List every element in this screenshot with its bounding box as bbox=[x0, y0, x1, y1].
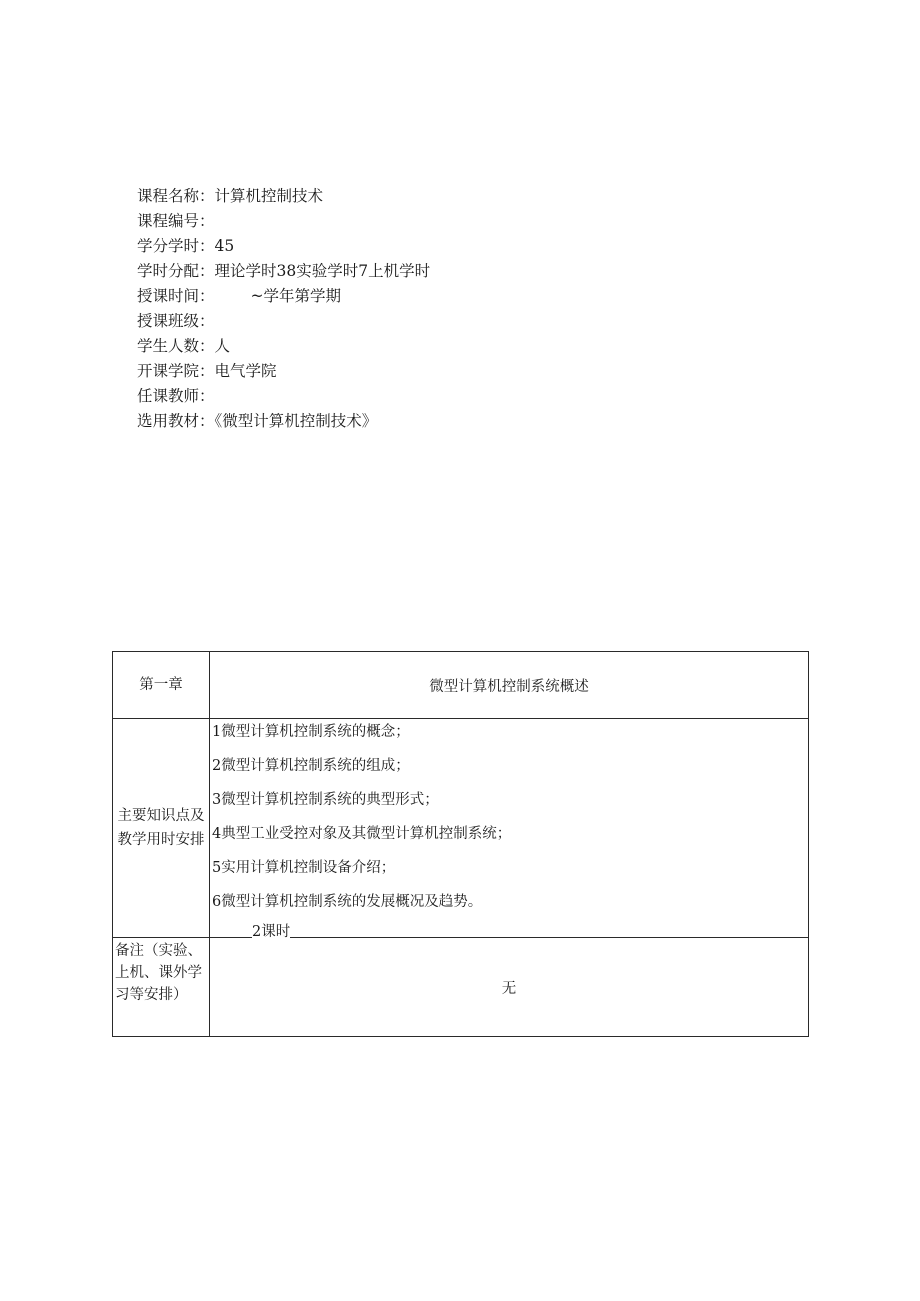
topic-item: 1微型计算机控制系统的概念； bbox=[212, 724, 410, 740]
student-count-row bbox=[137, 334, 430, 359]
topic-list bbox=[210, 719, 808, 923]
textbook-label: 选用教材： bbox=[137, 412, 215, 430]
credit-hours-row bbox=[137, 234, 430, 259]
topic-item: 6微型计算机控制系统的发展概况及趋势。 bbox=[212, 894, 483, 910]
remark-row bbox=[113, 938, 809, 1037]
hours-allocation-row bbox=[137, 259, 430, 284]
teaching-time-row bbox=[137, 284, 430, 309]
content-label bbox=[113, 719, 210, 938]
teacher-row bbox=[137, 384, 430, 409]
teacher-label: 任课教师： bbox=[137, 387, 215, 405]
course-code-row bbox=[137, 209, 430, 234]
student-count-label: 学生人数： bbox=[137, 337, 215, 355]
class-label: 授课班级： bbox=[137, 312, 215, 330]
content-label-text: 主要知识点及教学用时安排 bbox=[117, 808, 205, 848]
class-hours: 2课时 bbox=[252, 924, 291, 940]
remark-label-text: 备注（实验、上机、课外学习等安排） bbox=[115, 943, 202, 1003]
hours-allocation-value: 理论学时38实验学时7上机学时 bbox=[214, 262, 431, 280]
chapter-title: 微型计算机控制系统概述 bbox=[210, 652, 809, 719]
content-row bbox=[113, 719, 809, 938]
college-row bbox=[137, 359, 430, 384]
teaching-time-label: 授课时间： bbox=[137, 287, 215, 305]
college-label: 开课学院： bbox=[137, 362, 215, 380]
teaching-time-value: ~学年第学期 bbox=[250, 287, 342, 305]
course-name-row bbox=[137, 184, 430, 209]
hours-allocation-label: 学时分配： bbox=[137, 262, 215, 280]
class-row bbox=[137, 309, 430, 334]
chapter-table bbox=[112, 651, 809, 1037]
topic-item: 2微型计算机控制系统的组成； bbox=[212, 758, 410, 774]
textbook-value: 《微型计算机控制技术》 bbox=[214, 412, 378, 430]
course-name-label: 课程名称： bbox=[137, 187, 215, 205]
topic-item: 5实用计算机控制设备介绍； bbox=[212, 860, 396, 876]
content-cell bbox=[210, 719, 809, 938]
chapter-row bbox=[113, 652, 809, 719]
course-name-value: 计算机控制技术 bbox=[214, 187, 324, 205]
credit-hours-value: 45 bbox=[214, 237, 235, 255]
remark-label bbox=[113, 938, 210, 1037]
remark-value: 无 bbox=[210, 938, 809, 1037]
course-code-label: 课程编号： bbox=[137, 212, 215, 230]
student-count-value: 人 bbox=[214, 337, 231, 355]
topic-item: 3微型计算机控制系统的典型形式； bbox=[212, 792, 439, 808]
college-value: 电气学院 bbox=[214, 362, 277, 380]
topic-item: 4典型工业受控对象及其微型计算机控制系统； bbox=[212, 826, 512, 842]
course-info bbox=[137, 184, 430, 434]
chapter-label: 第一章 bbox=[113, 652, 210, 719]
credit-hours-label: 学分学时： bbox=[137, 237, 215, 255]
textbook-row bbox=[137, 409, 430, 434]
